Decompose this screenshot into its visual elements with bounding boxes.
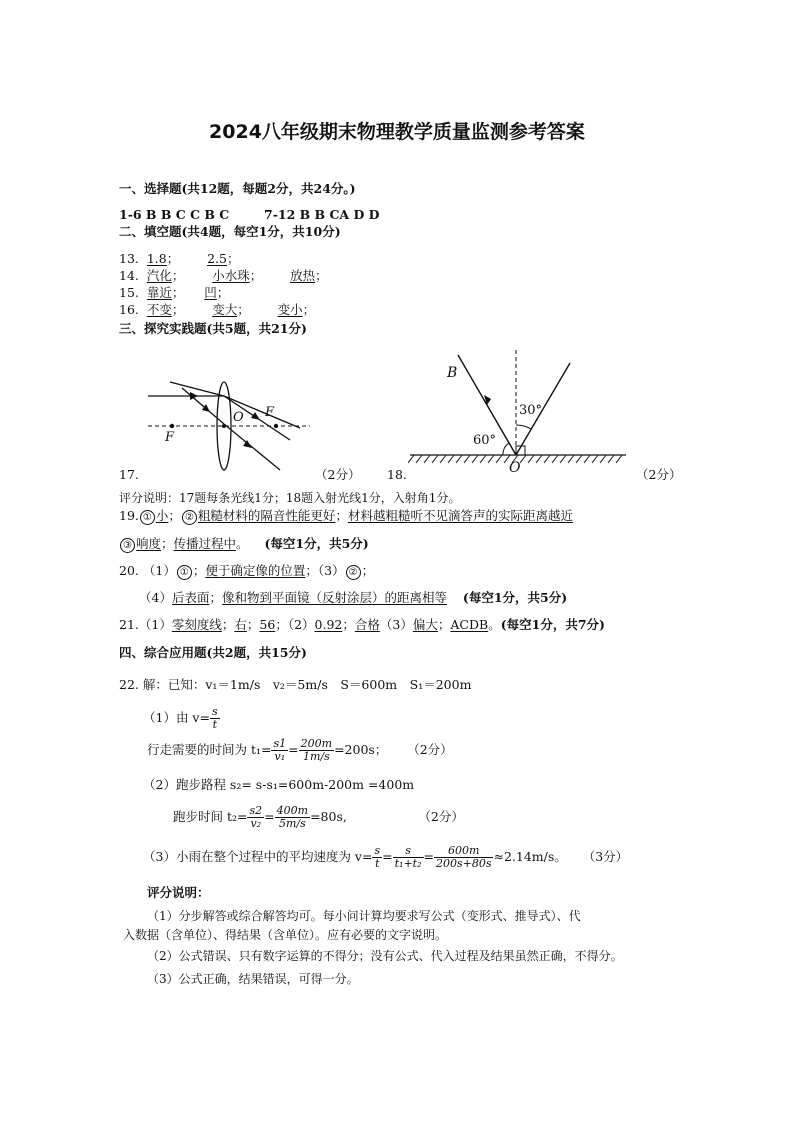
q19-end: 。	[236, 536, 249, 551]
section3-heading: 三、探究实践题(共5题，共21分)	[119, 321, 307, 336]
q15-answer-a: 靠近	[146, 285, 172, 300]
q17-label-O: O	[233, 410, 244, 425]
q13-answer-a: 1.8	[146, 251, 167, 266]
q19-circle-3: ③	[120, 538, 135, 553]
q19-answer-2: 粗糙材料的隔音性能更好	[197, 508, 336, 523]
q16-line	[119, 302, 315, 318]
q15-sep-b: ；	[216, 285, 230, 300]
q20-score: (每空1分，共5分)	[462, 590, 568, 605]
q17-label-F-right: F	[265, 405, 275, 420]
arrow-2	[202, 404, 210, 412]
q22-r2: =80s,	[310, 809, 347, 824]
eq-sign-2: =	[264, 809, 275, 824]
page-title: 2024八年级期末物理教学质量监测参考答案	[209, 121, 585, 143]
q20-part4: （4）	[139, 590, 172, 605]
q21-sep-4: ；	[342, 617, 355, 632]
scoring-line-1b: 入数据（含单位）、得结果（含单位）。应有必要的文字说明。	[123, 928, 448, 942]
q15-answer-b: 凹	[204, 285, 217, 300]
q21-num: 21.	[119, 617, 139, 632]
q22-p2b-label: 跑步时间 t₂=	[173, 809, 248, 824]
q20-circle-1: ①	[177, 565, 192, 580]
q20-sep-1: ；	[192, 563, 206, 578]
eq-sign: =	[288, 742, 299, 757]
q21-answer-4: 0.92	[314, 617, 343, 632]
q14-sep-b: ；	[249, 268, 263, 283]
q20-part1: （1）	[142, 563, 176, 578]
frac-s1-v1	[271, 738, 288, 763]
q14-answer-b: 小水珠	[212, 268, 250, 283]
q20-answer-2: 后表面	[171, 590, 210, 605]
q21-part1: （1）	[138, 617, 172, 632]
section4-heading: 四、综合应用题(共2题，共15分)	[119, 645, 307, 660]
frac-600-num: 600m	[434, 845, 494, 858]
q21-answer-3: 56	[259, 617, 276, 632]
q14-num: 14.	[119, 268, 139, 283]
scoring-line-3: （3）公式正确，结果错误，可得一分。	[147, 972, 359, 986]
ray-center-out	[224, 424, 280, 470]
q13-answer-b: 2.5	[207, 251, 227, 266]
frac-s-t	[372, 845, 382, 870]
q21-line	[119, 617, 605, 633]
frac-st12-den: t₁+t₂	[394, 856, 422, 870]
frac-s1-den: v₁	[274, 749, 286, 763]
eq-sign-4: =	[423, 849, 434, 864]
q22-p1b-label: 行走需要的时间为 t₁=	[147, 742, 272, 757]
q20-line2	[139, 590, 567, 606]
section1-heading: 一、选择题(共12题，每题2分，共24分。)	[119, 181, 356, 196]
q16-answer-c: 变小	[277, 302, 303, 317]
frac-s-t1t2	[393, 845, 424, 870]
scoring-heading: 评分说明：	[147, 885, 210, 900]
q16-answer-a: 不变	[146, 302, 172, 317]
q17-label-F-left: F	[165, 430, 175, 445]
q21-answer-1: 零刻度线	[171, 617, 222, 632]
q20-num: 20.	[119, 563, 139, 578]
q21-sep-2: ；	[246, 617, 260, 632]
scoring-line-1: （1）分步解答或综合解答均可。每小问计算均要求写公式（变形式、推导式）、代	[147, 909, 581, 923]
q17-num: 17.	[119, 467, 139, 482]
q15-line	[119, 285, 229, 301]
q21-sep-1: ；	[221, 617, 235, 632]
q19-num: 19.	[119, 508, 139, 523]
q20-answer-3: 像和物到平面镜（反射涂层）的距离相等	[221, 590, 447, 605]
q13-line	[119, 251, 239, 267]
q22-p2b	[173, 802, 464, 832]
ray-center-a	[170, 382, 224, 396]
q20-line1	[119, 563, 374, 580]
q18-label-B: B	[447, 365, 458, 381]
q22-p1b	[147, 735, 453, 765]
frac-st12-num: s	[393, 845, 424, 858]
q19-line1	[119, 508, 573, 525]
focus-left	[170, 424, 174, 428]
q20-sep-2: ；	[305, 563, 318, 578]
focus-right	[274, 424, 278, 428]
q16-num: 16.	[119, 302, 139, 317]
frac-200-1	[299, 738, 334, 763]
incident-arrow	[484, 395, 491, 405]
q20-circle-2: ②	[346, 565, 361, 580]
q20-end: ；	[361, 563, 375, 578]
q22-given: 22. 解：已知：v₁＝1m/s v₂＝5m/s S＝600m S₁＝200m	[119, 677, 472, 692]
q15-sep-a: ；	[171, 285, 185, 300]
q21-answer-5: 合格	[354, 617, 380, 632]
frac-200-num: 200m	[300, 736, 333, 750]
q19-answer-5: 传播过程中	[173, 536, 237, 551]
q19-sep-3: ；	[161, 536, 174, 551]
q13-sep: ；	[166, 251, 180, 266]
q22-p2: （2）跑步路程 s₂= s-s₁=600m-200m =400m	[143, 777, 415, 792]
mc-answers-1-6: 1-6 B B C C B C	[119, 207, 230, 222]
q18-score: （2分）	[636, 467, 682, 482]
q17-18-scoring-note: 评分说明：17题每条光线1分；18题入射光线1分，入射角1分。	[119, 491, 461, 505]
q19-score: (每空1分，共5分)	[264, 536, 369, 551]
q18-label-60: 60°	[473, 433, 497, 448]
mc-answers-7-12: 7-12 B B CA D D	[264, 207, 380, 222]
q22-r3: ≈2.14m/s。	[493, 849, 567, 864]
frac-s2-v2	[247, 805, 264, 830]
q20-answer-1: 便于确定像的位置	[205, 563, 306, 578]
q22-score-2: （2分）	[418, 809, 464, 824]
q21-sep-3: ；	[275, 617, 288, 632]
frac-s2-num: s2	[249, 803, 263, 817]
q22-score-3: （3分）	[582, 849, 629, 864]
q20-sep-3: ；	[209, 590, 222, 605]
q21-answer-7: ACDB	[450, 617, 489, 632]
q22-score-1: （2分）	[407, 742, 453, 757]
q21-part2: （2）	[287, 617, 315, 632]
frac-s1-num: s1	[273, 736, 287, 750]
q14-answer-a: 汽化	[146, 268, 172, 283]
q22-p3-label: （3）小雨在整个过程中的平均速度为 v=	[143, 849, 373, 864]
q15-num: 15.	[119, 285, 139, 300]
q13-end: ；	[226, 251, 240, 266]
q19-answer-1: 小	[155, 508, 169, 523]
q22-r1: =200s；	[334, 742, 388, 757]
eq-sign-3: =	[382, 849, 393, 864]
angle-arc-60	[503, 443, 509, 455]
frac-st-num: s	[374, 843, 381, 857]
scoring-line-2: （2）公式错误、只有数字运算的不得分；没有公式、代入过程及结果虽然正确，不得分。	[147, 949, 623, 963]
frac-400-num: 400m	[276, 803, 309, 817]
frac-200-den: 1m/s	[302, 749, 330, 763]
q18-label-O: O	[509, 460, 521, 476]
q19-line2	[119, 536, 369, 553]
q19-sep-2: ；	[335, 508, 348, 523]
q16-answer-b: 变大	[212, 302, 238, 317]
q19-circle-2: ②	[182, 510, 197, 525]
q16-sep-a: ；	[171, 302, 185, 317]
q14-line	[119, 268, 328, 284]
q16-sep-c: ；	[302, 302, 316, 317]
angle-arc-30	[516, 425, 531, 429]
q22-p1	[143, 703, 220, 733]
q19-sep-1: ；	[168, 508, 181, 523]
formula-v-s-t	[210, 706, 220, 731]
q13-num: 13.	[119, 251, 139, 266]
frac-s: s	[211, 704, 218, 718]
q22-p1-label: （1）由 v=	[143, 710, 210, 725]
q18-num: 18.	[387, 467, 407, 482]
arrow-3	[251, 412, 260, 420]
q14-answer-c: 放热	[290, 268, 316, 283]
q21-answer-2: 右	[234, 617, 247, 632]
frac-s2-den: v₂	[250, 816, 262, 830]
q21-part3: （3）	[379, 617, 413, 632]
frac-600-den: 200s+80s	[435, 856, 492, 870]
frac-400-5	[275, 805, 310, 830]
q14-sep-a: ；	[171, 268, 185, 283]
q21-sep-5: ；	[437, 617, 451, 632]
q16-sep-b: ；	[237, 302, 250, 317]
frac-st-den: t	[375, 856, 380, 870]
q14-sep-c: ；	[315, 268, 328, 283]
q21-end: 。	[488, 617, 501, 632]
frac-400-den: 5m/s	[278, 816, 306, 830]
optical-center	[222, 424, 226, 428]
frac-t: t	[212, 717, 217, 731]
q19-answer-4: 响度	[136, 536, 162, 551]
q21-score: (每空1分，共7分)	[500, 617, 605, 632]
frac-600-280	[434, 845, 494, 870]
q19-answer-3: 材料越粗糙听不见滴答声的实际距离越近	[347, 508, 573, 523]
q18-label-30: 30°	[519, 403, 543, 418]
q20-part3: （3）	[317, 563, 345, 578]
q17-score: （2分）	[315, 467, 361, 482]
q21-answer-6: 偏大	[412, 617, 438, 632]
q19-circle-1: ①	[140, 510, 155, 525]
q22-p3	[143, 842, 628, 872]
section2-heading: 二、填空题(共4题，每空1分，共10分)	[119, 224, 341, 239]
q18-reflection-diagram	[408, 345, 628, 470]
